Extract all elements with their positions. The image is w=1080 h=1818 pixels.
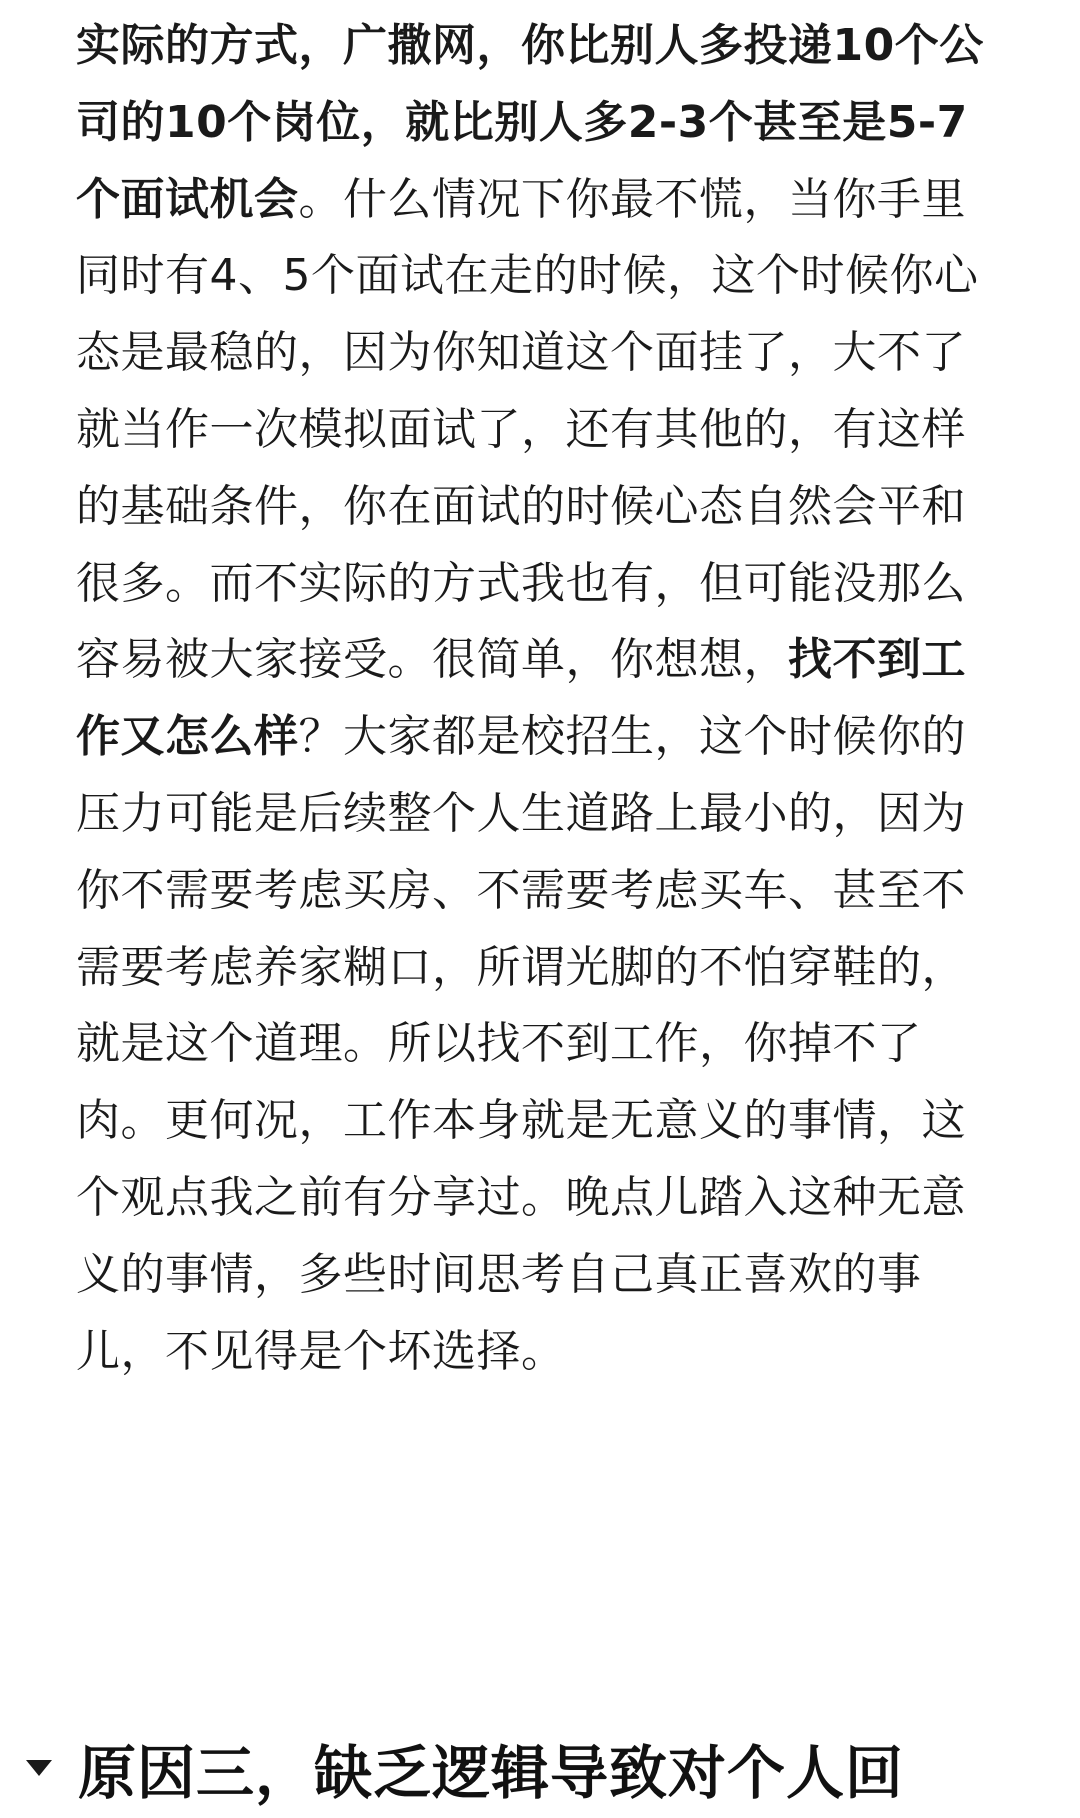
section-heading-reason-three[interactable] [24,1718,1064,1818]
caret-down-icon[interactable] [24,1742,76,1794]
paragraph-text-2: ？大家都是校招生，这个时候你的压力可能是后续整个人生道路上最小的，因为你不需要考虑买房、不需要考虑买车、甚至不需要考虑养家糊口，所谓光脚的不怕穿鞋的，就是这个道理。所以找不到工作，你掉不了肉。更何况，工作本身就是无意义的事情，这个观点我之前有分享过。晚点儿踏入这种无意义的事情，多些时间思考自己真正喜欢的事儿，不见得是个坏选择。 [76,711,966,1377]
section-heading-text: 原因三，缺乏逻辑导致对个人回 [78,1739,905,1807]
bold-phrase-question: 找不到工作又怎么样 [76,634,966,763]
paragraph-text-1: 。什么情况下你最不慌，当你手里同时有4、5个面试在走的时候，这个时候你心态是最稳的，因为你知道这个面挂了，大不了就当作一次模拟面试了，还有其他的，有这样的基础条件，你在面试的时候心态自然会平和很多。而不实际的方式我也有，但可能没那么容易被大家接受。很简单，你想想， [76,173,979,686]
bold-phrase-strategy: 实际的方式，广撒网，你比别人多投递10个公司的10个岗位，就比别人多2-3个甚至是5-7个面试机会 [76,20,984,225]
article-paragraph [76,8,996,1390]
